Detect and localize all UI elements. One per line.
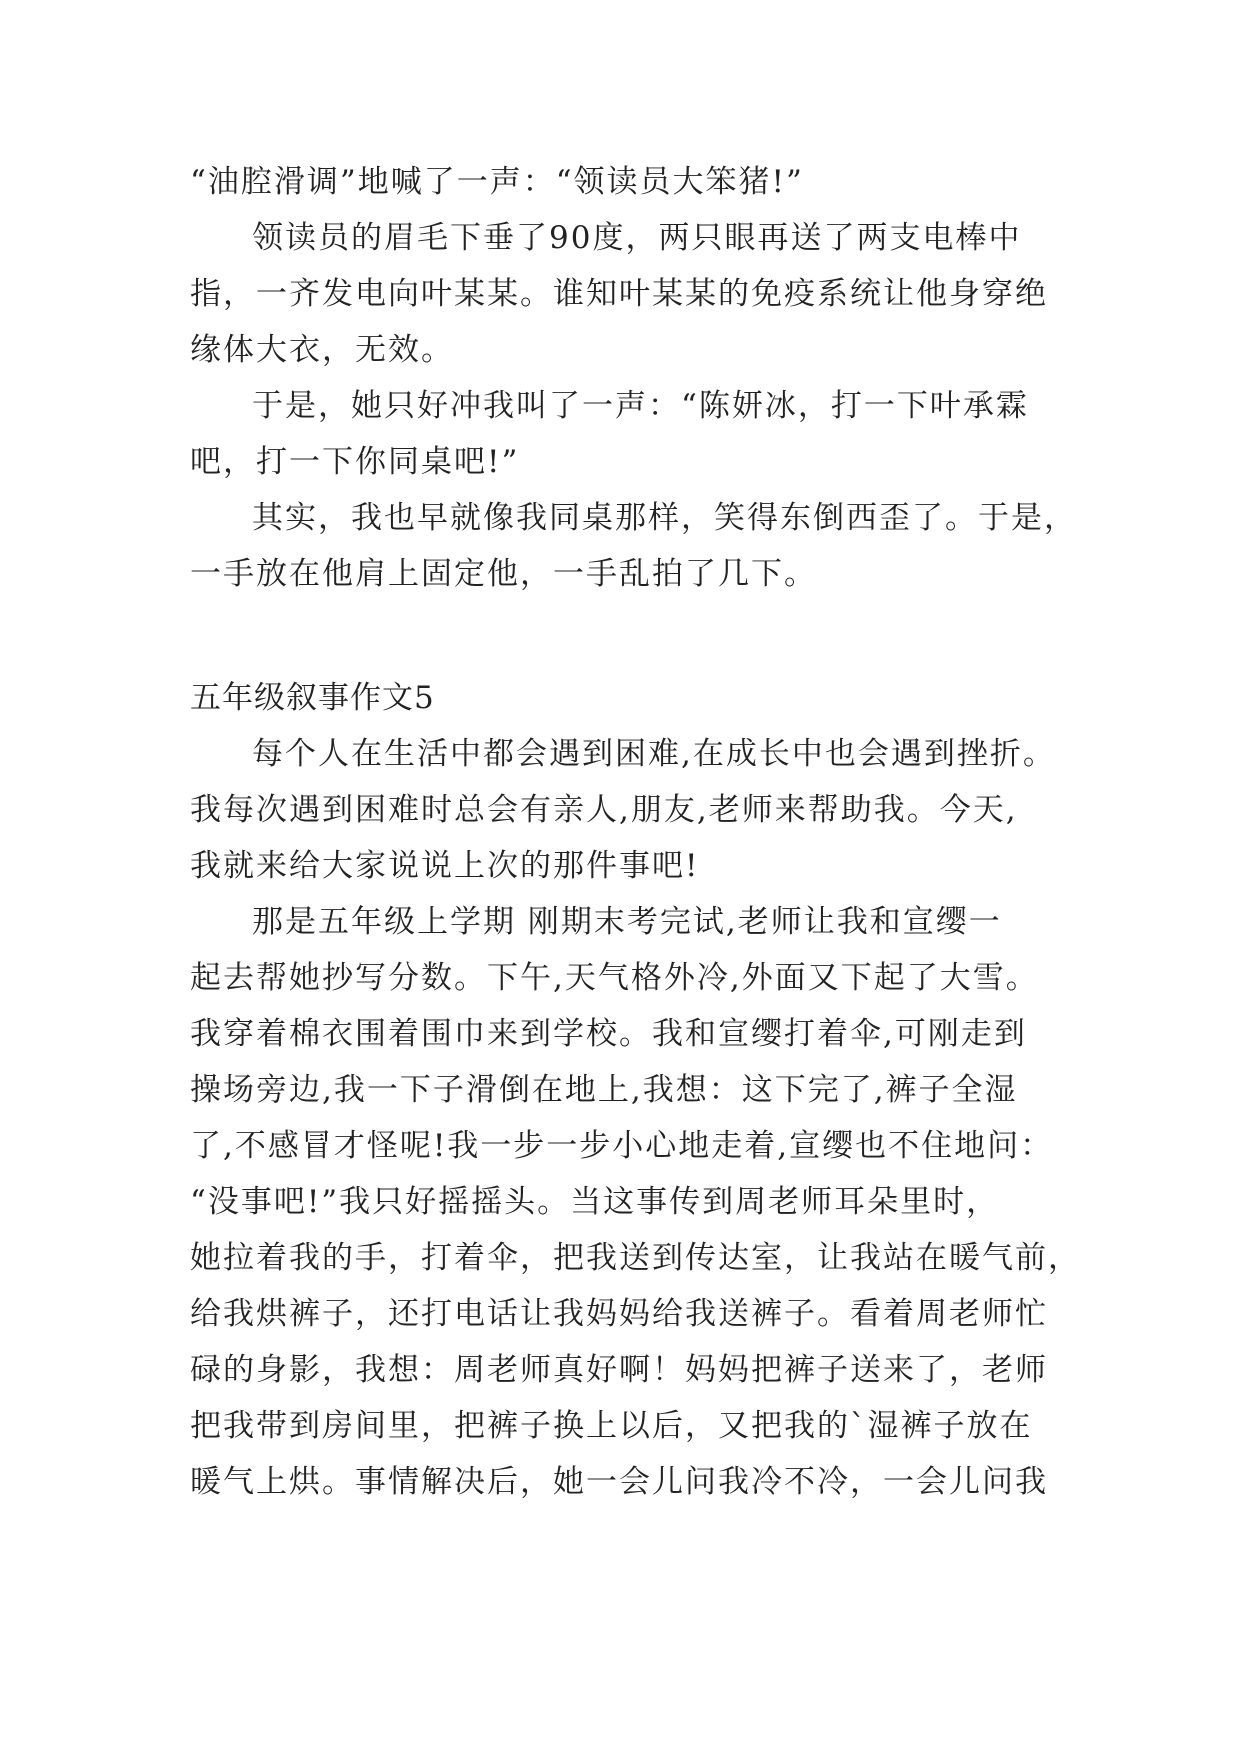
text-line: 操场旁边,我一下子滑倒在地上,我想：这下完了,裤子全湿 xyxy=(190,1072,1018,1108)
section-heading: 五年级叙事作文5 xyxy=(190,680,435,716)
text-line: 一手放在他肩上固定他，一手乱拍了几下。 xyxy=(190,556,817,592)
text-line: 了,不感冒才怪呢!我一步一步小心地走着,宣缨也不住地问： xyxy=(190,1128,1054,1164)
text-line: 指，一齐发电向叶某某。谁知叶某某的免疫系统让他身穿绝 xyxy=(190,276,1048,312)
text-line: “油腔滑调”地喊了一声：“领读员大笨猪!” xyxy=(190,164,804,200)
text-line: 碌的身影，我想：周老师真好啊！妈妈把裤子送来了，老师 xyxy=(190,1352,1048,1388)
text-line: 我每次遇到困难时总会有亲人,朋友,老师来帮助我。今天, xyxy=(190,792,1018,828)
text-line: 吧，打一下你同桌吧!” xyxy=(190,444,520,480)
text-line: 起去帮她抄写分数。下午,天气格外冷,外面又下起了大雪。 xyxy=(190,960,1039,996)
text-line: 她拉着我的手，打着伞，把我送到传达室，让我站在暖气前， xyxy=(190,1240,1081,1276)
text-line: 把我带到房间里，把裤子换上以后，又把我的`湿裤子放在 xyxy=(190,1408,1033,1444)
text-line: 每个人在生活中都会遇到困难,在成长中也会遇到挫折。 xyxy=(252,736,1056,772)
text-line: 缘体大衣，无效。 xyxy=(190,332,454,368)
text-line: 给我烘裤子，还打电话让我妈妈给我送裤子。看着周老师忙 xyxy=(190,1296,1048,1332)
text-line: 我穿着棉衣围着围巾来到学校。我和宣缨打着伞,可刚走到 xyxy=(190,1016,1027,1052)
text-line: 暖气上烘。事情解决后，她一会儿问我冷不冷，一会儿问我 xyxy=(190,1464,1048,1500)
text-line: 领读员的眉毛下垂了90度，两只眼再送了两支电棒中 xyxy=(252,220,1022,256)
text-line: 于是，她只好冲我叫了一声：“陈妍冰，打一下叶承霖 xyxy=(252,388,1029,424)
text-line: “没事吧!”我只好摇摇头。当这事传到周老师耳朵里时， xyxy=(190,1184,1000,1220)
text-line: 那是五年级上学期 刚期末考完试,老师让我和宣缨一 xyxy=(252,904,1002,940)
text-line: 我就来给大家说说上次的那件事吧! xyxy=(190,848,700,884)
text-line: 其实，我也早就像我同桌那样，笑得东倒西歪了。于是， xyxy=(252,500,1077,536)
